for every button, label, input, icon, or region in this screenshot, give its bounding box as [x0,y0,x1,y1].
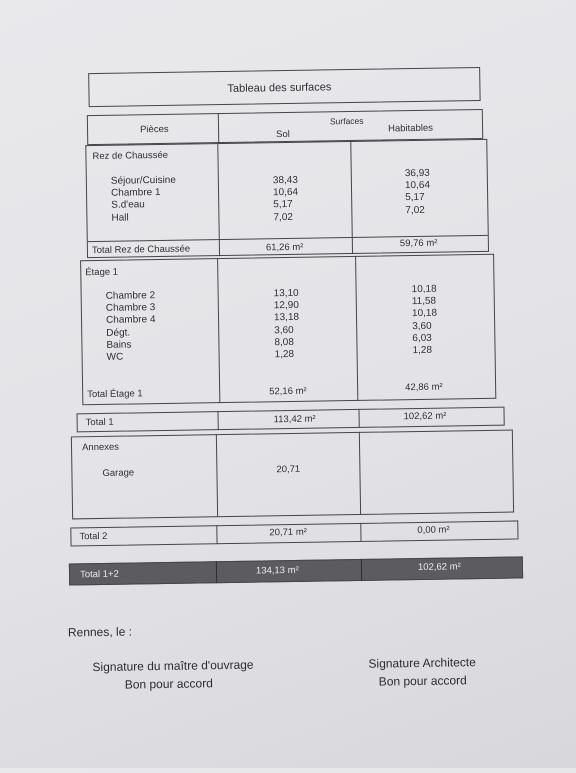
total12-sol: 134,13 m² [255,564,299,577]
header-sol: Sol [276,128,290,141]
total1-sol: 113,42 m² [273,413,316,426]
etage-title: Étage 1 [85,266,119,279]
etage-total-label: Total Étage 1 [87,388,143,401]
room-label: Séjour/Cuisine [110,174,176,187]
architect-approval-label: Bon pour accord [378,673,467,689]
room-label: Dégt. [106,327,131,339]
sol-value: 8,08 [274,336,294,349]
hab-value: 6,03 [412,332,432,344]
place-date-label: Rennes, le : [67,624,133,640]
total2-label: Total 2 [79,530,108,543]
hab-value: 10,18 [411,283,437,296]
room-label: Chambre 2 [105,290,156,302]
annexes-section [71,430,514,520]
rdc-total-label: Total Rez de Chaussée [91,243,191,257]
total1-row [76,407,504,433]
rdc-rooms [111,175,177,225]
rdc-total-hab: 59,76 m² [399,237,438,250]
rdc-sol-values [273,175,299,224]
hab-value: 10,18 [411,308,438,320]
room-label: S.d'eau [111,199,145,212]
room-label: Bains [106,339,132,351]
etage-total-hab: 42,86 m² [405,381,443,394]
room-label: Chambre 4 [105,314,156,327]
annexes-item: Garage [102,467,135,479]
room-label: WC [106,351,124,363]
rdc-hab-values [405,168,431,217]
sol-value: 7,02 [273,211,293,223]
hab-value: 5,17 [405,192,425,204]
sol-value: 38,43 [272,174,298,187]
room-label: Chambre 1 [110,187,161,199]
document-title: Tableau des surfaces [227,81,332,95]
etage-sol-values [274,288,300,362]
hab-value: 10,64 [404,179,431,192]
room-label: Chambre 3 [105,302,156,315]
signature-architect-label: Signature Architecte [368,655,476,671]
total12-row [69,556,523,585]
total1-label: Total 1 [85,416,114,429]
signature-owner-label: Signature du maître d'ouvrage [92,657,254,675]
header-pieces: Pièces [139,123,169,136]
sol-value: 5,17 [273,199,293,211]
sol-value: 1,28 [274,348,295,361]
etage-total-sol: 52,16 m² [269,385,307,398]
sol-value: 13,10 [273,287,299,300]
header-habitables: Habitables [387,122,434,135]
etage-rooms [106,290,157,364]
total1-hab: 102,62 m² [403,410,447,423]
total2-hab: 0,00 m² [417,524,450,537]
sol-value: 3,60 [274,324,294,336]
rdc-total-sol: 61,26 m² [265,241,304,254]
etage-section [80,254,496,405]
sol-value: 10,64 [272,187,299,199]
owner-approval-label: Bon pour accord [124,676,213,692]
rdc-title: Rez de Chaussée [92,149,169,163]
hab-value: 11,58 [411,295,437,308]
hab-value: 3,60 [412,320,432,332]
sol-value: 12,90 [273,300,299,312]
header-surfaces: Surfaces [329,115,364,127]
total12-label: Total 1+2 [79,568,119,581]
etage-hab-values [412,284,438,358]
room-label: Hall [111,212,129,224]
rdc-section [85,139,489,258]
hab-value: 36,93 [404,167,430,180]
sol-value: 13,18 [273,312,300,324]
title-box [88,67,480,107]
annexes-sol: 20,71 [276,463,301,476]
hab-value: 7,02 [405,204,425,216]
hab-value: 1,28 [412,344,433,357]
total2-row [70,520,518,546]
total2-sol: 20,71 m² [269,526,307,539]
total12-hab: 102,62 m² [417,561,461,574]
annexes-title: Annexes [81,441,120,454]
